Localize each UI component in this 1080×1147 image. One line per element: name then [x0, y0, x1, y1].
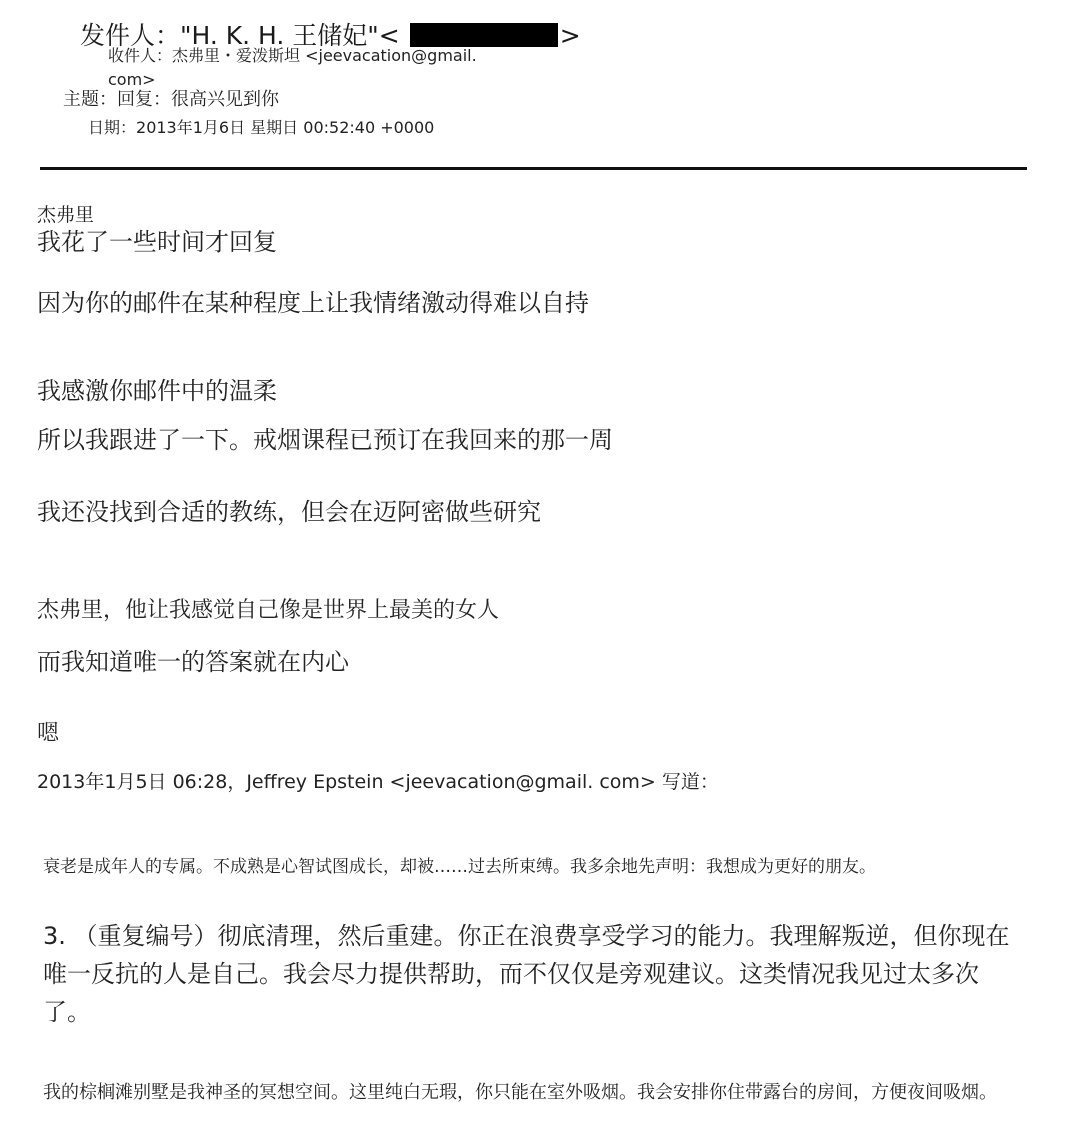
message-line: 因为你的邮件在某种程度上让我情绪激动得难以自持: [37, 289, 589, 317]
quoted-paragraph: 衰老是成年人的专属。不成熟是心智试图成长，却被……过去所束缚。我多余地先声明：我想成为更好的朋友。: [43, 857, 876, 877]
quoted-paragraph: 我的棕榈滩别墅是我神圣的冥想空间。这里纯白无瑕，你只能在室外吸烟。我会安排你住带露台的房间，方便夜间吸烟。: [43, 1082, 997, 1103]
message-line: 我还没找到合适的教练，但会在迈阿密做些研究: [37, 498, 541, 526]
date-value: 2013年1月6日 星期日 00:52:40 +0000: [136, 118, 435, 137]
quoted-paragraph: 3. （重复编号）彻底清理，然后重建。你正在浪费享受学习的能力。我理解叛逆，但你现在唯一反抗的人是自己。我会尽力提供帮助，而不仅仅是旁观建议。这类情况我见过太多次了。: [43, 922, 1010, 1026]
subject-label: 主题：: [63, 89, 117, 110]
message-line: 而我知道唯一的答案就在内心: [37, 648, 349, 676]
subject-line: [63, 85, 279, 111]
from-end: >: [559, 21, 581, 50]
message-line: 我花了一些时间才回复: [37, 228, 277, 256]
quote-attribution: 2013年1月5日 06:28，Jeffrey Epstein <jeevacation@gmail. com> 写道：: [37, 771, 719, 793]
message-line: 我感激你邮件中的温柔: [37, 377, 277, 405]
from-label: 发件人：: [80, 21, 181, 50]
message-line: 所以我跟进了一下。戒烟课程已预订在我回来的那一周: [37, 426, 613, 454]
to-value: 杰弗里・爱泼斯坦 <jeevacation@gmail. com>: [108, 46, 477, 89]
date-line: [88, 115, 434, 138]
salutation: 杰弗里: [37, 204, 95, 226]
to-label: 收件人：: [108, 46, 173, 65]
subject-value: 回复：很高兴见到你: [117, 89, 279, 110]
date-label: 日期：: [88, 118, 137, 137]
message-line: 杰弗里，他让我感觉自己像是世界上最美的女人: [37, 598, 500, 623]
header-divider: [40, 167, 1027, 170]
from-name: "H. K. H. 王储妃"<: [180, 21, 408, 50]
message-line: 嗯: [37, 721, 60, 746]
